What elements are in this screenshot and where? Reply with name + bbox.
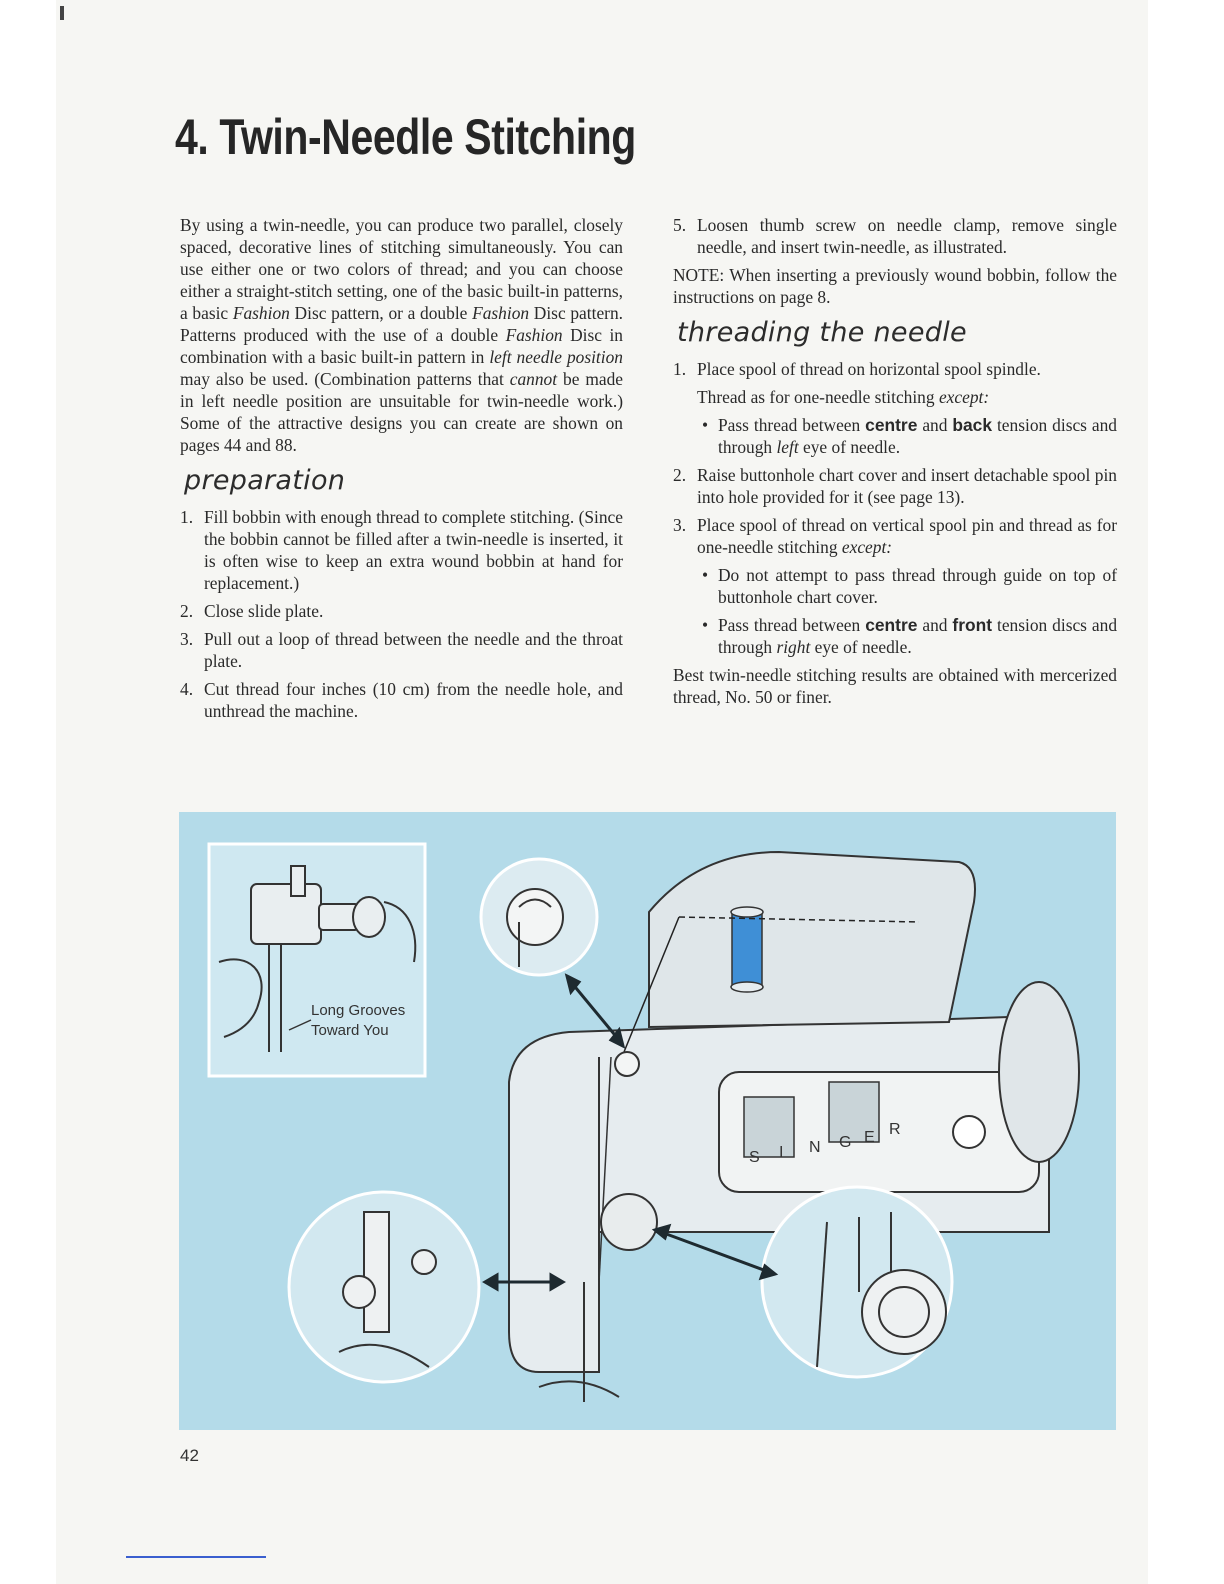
preparation-heading: preparation xyxy=(184,465,346,496)
list-item: 4. Cut thread four inches (10 cm) from the needle hole, and unthread the machine. xyxy=(180,679,623,721)
text-run: eye of needle. xyxy=(798,437,901,457)
bullet-item xyxy=(697,614,1117,658)
text-run: Disc pattern. Patterns produced with the use of a double xyxy=(180,303,623,345)
bullet-item: • Do not attempt to pass thread through guide on top of buttonhole chart cover. xyxy=(697,564,1117,608)
preparation-step-5 xyxy=(673,214,1117,258)
page-number: 42 xyxy=(180,1446,199,1465)
intro-paragraph xyxy=(180,214,623,456)
text-run: Disc pattern, or a double xyxy=(289,303,473,323)
text-run: Pass thread between xyxy=(718,415,866,435)
tension-dial-icon xyxy=(601,1194,657,1250)
text-run: and xyxy=(917,615,953,635)
right-column xyxy=(673,214,1117,716)
brand-letter: G xyxy=(839,1134,852,1151)
text-run: Disc in combination with a basic built-in pattern in xyxy=(180,325,623,367)
preparation-steps xyxy=(180,506,623,722)
text-run: and xyxy=(917,415,953,435)
text-run: be made in left needle position are unsuitable for twin-needle work.) Some of the attractive designs you can create are shown on pages 44 and 88. xyxy=(180,369,623,455)
italic-term: cannot xyxy=(509,369,558,389)
note-paragraph: NOTE: When inserting a previously wound bobbin, follow the instructions on page 8. xyxy=(673,265,1117,307)
text-run: tension discs and through xyxy=(718,415,1118,457)
bold-term: back xyxy=(952,415,993,435)
brand-letter: R xyxy=(889,1121,901,1138)
list-item: 2. Raise buttonhole chart cover and insert detachable spool pin into hole provided for it (see page 13). xyxy=(673,465,1117,507)
brand-letter: N xyxy=(809,1139,821,1156)
brand-letter: E xyxy=(864,1129,875,1146)
italic-term: Fashion xyxy=(472,303,530,323)
text-run: Pass thread between xyxy=(718,615,866,635)
bold-term: centre xyxy=(865,415,918,435)
text-run: eye of needle. xyxy=(810,637,912,657)
text-run: tension discs and through xyxy=(718,615,1118,657)
text-run: may also be used. (Combination patterns that xyxy=(180,369,510,389)
bold-term: front xyxy=(952,615,993,635)
list-item: 1. Fill bobbin with enough thread to complete stitching. (Since the bobbin cannot be filled after a twin-needle is inserted, it is often wise to keep an extra wound bobbin at hand for replacement.) xyxy=(180,507,623,593)
bottom-rule xyxy=(126,1556,266,1558)
list-item: 1. Place spool of thread on horizontal spool spindle. Thread as for one-needle stitching except: • Pass thread between centre and back tension discs and through left eye of needle. xyxy=(673,358,1117,458)
italic-term: Fashion xyxy=(232,303,290,323)
bullet-item xyxy=(697,414,1117,458)
edge-mark xyxy=(60,6,64,20)
italic-term: Fashion xyxy=(505,325,563,345)
illustration-drawing xyxy=(179,812,1116,1430)
list-item: 3. Place spool of thread on vertical spool pin and thread as for one-needle stitching except: • Do not attempt to pass thread through guide on top of buttonhole chart cover. • Pass thread between centre and front tension discs and through right eye of needle. xyxy=(673,514,1117,658)
text-run: By using a twin-needle, you can produce two parallel, closely spaced, decorative lines of stitching simultaneously. You can use either one or two colors of thread; and you can choose either a straight-stitch setting, one of the basic built-in patterns, a basic xyxy=(180,215,623,323)
threading-steps xyxy=(673,358,1117,658)
list-item: 2. Close slide plate. xyxy=(180,601,324,621)
italic-term: right xyxy=(776,637,811,657)
list-item: 3. Pull out a loop of thread between the needle and the throat plate. xyxy=(180,629,623,671)
page-title: 4. Twin-Needle Stitching xyxy=(175,109,636,165)
brand-letter: I xyxy=(779,1144,784,1161)
list-item: 5. Loosen thumb screw on needle clamp, remove single needle, and insert twin-needle, as illustrated. xyxy=(673,215,1117,257)
needle-callout: Long Grooves Toward You xyxy=(311,1002,406,1039)
left-column xyxy=(180,214,623,728)
italic-term: left needle position xyxy=(489,347,623,367)
sewing-machine-illustration xyxy=(179,812,1116,1430)
brand-letter: S xyxy=(749,1149,760,1166)
closing-paragraph: Best twin-needle stitching results are obtained with mercerized thread, No. 50 or finer. xyxy=(673,665,1117,707)
threading-heading: threading the needle xyxy=(677,317,967,348)
italic-term: left xyxy=(776,437,799,457)
bold-term: centre xyxy=(865,615,918,635)
spool-of-thread-icon xyxy=(732,912,762,987)
